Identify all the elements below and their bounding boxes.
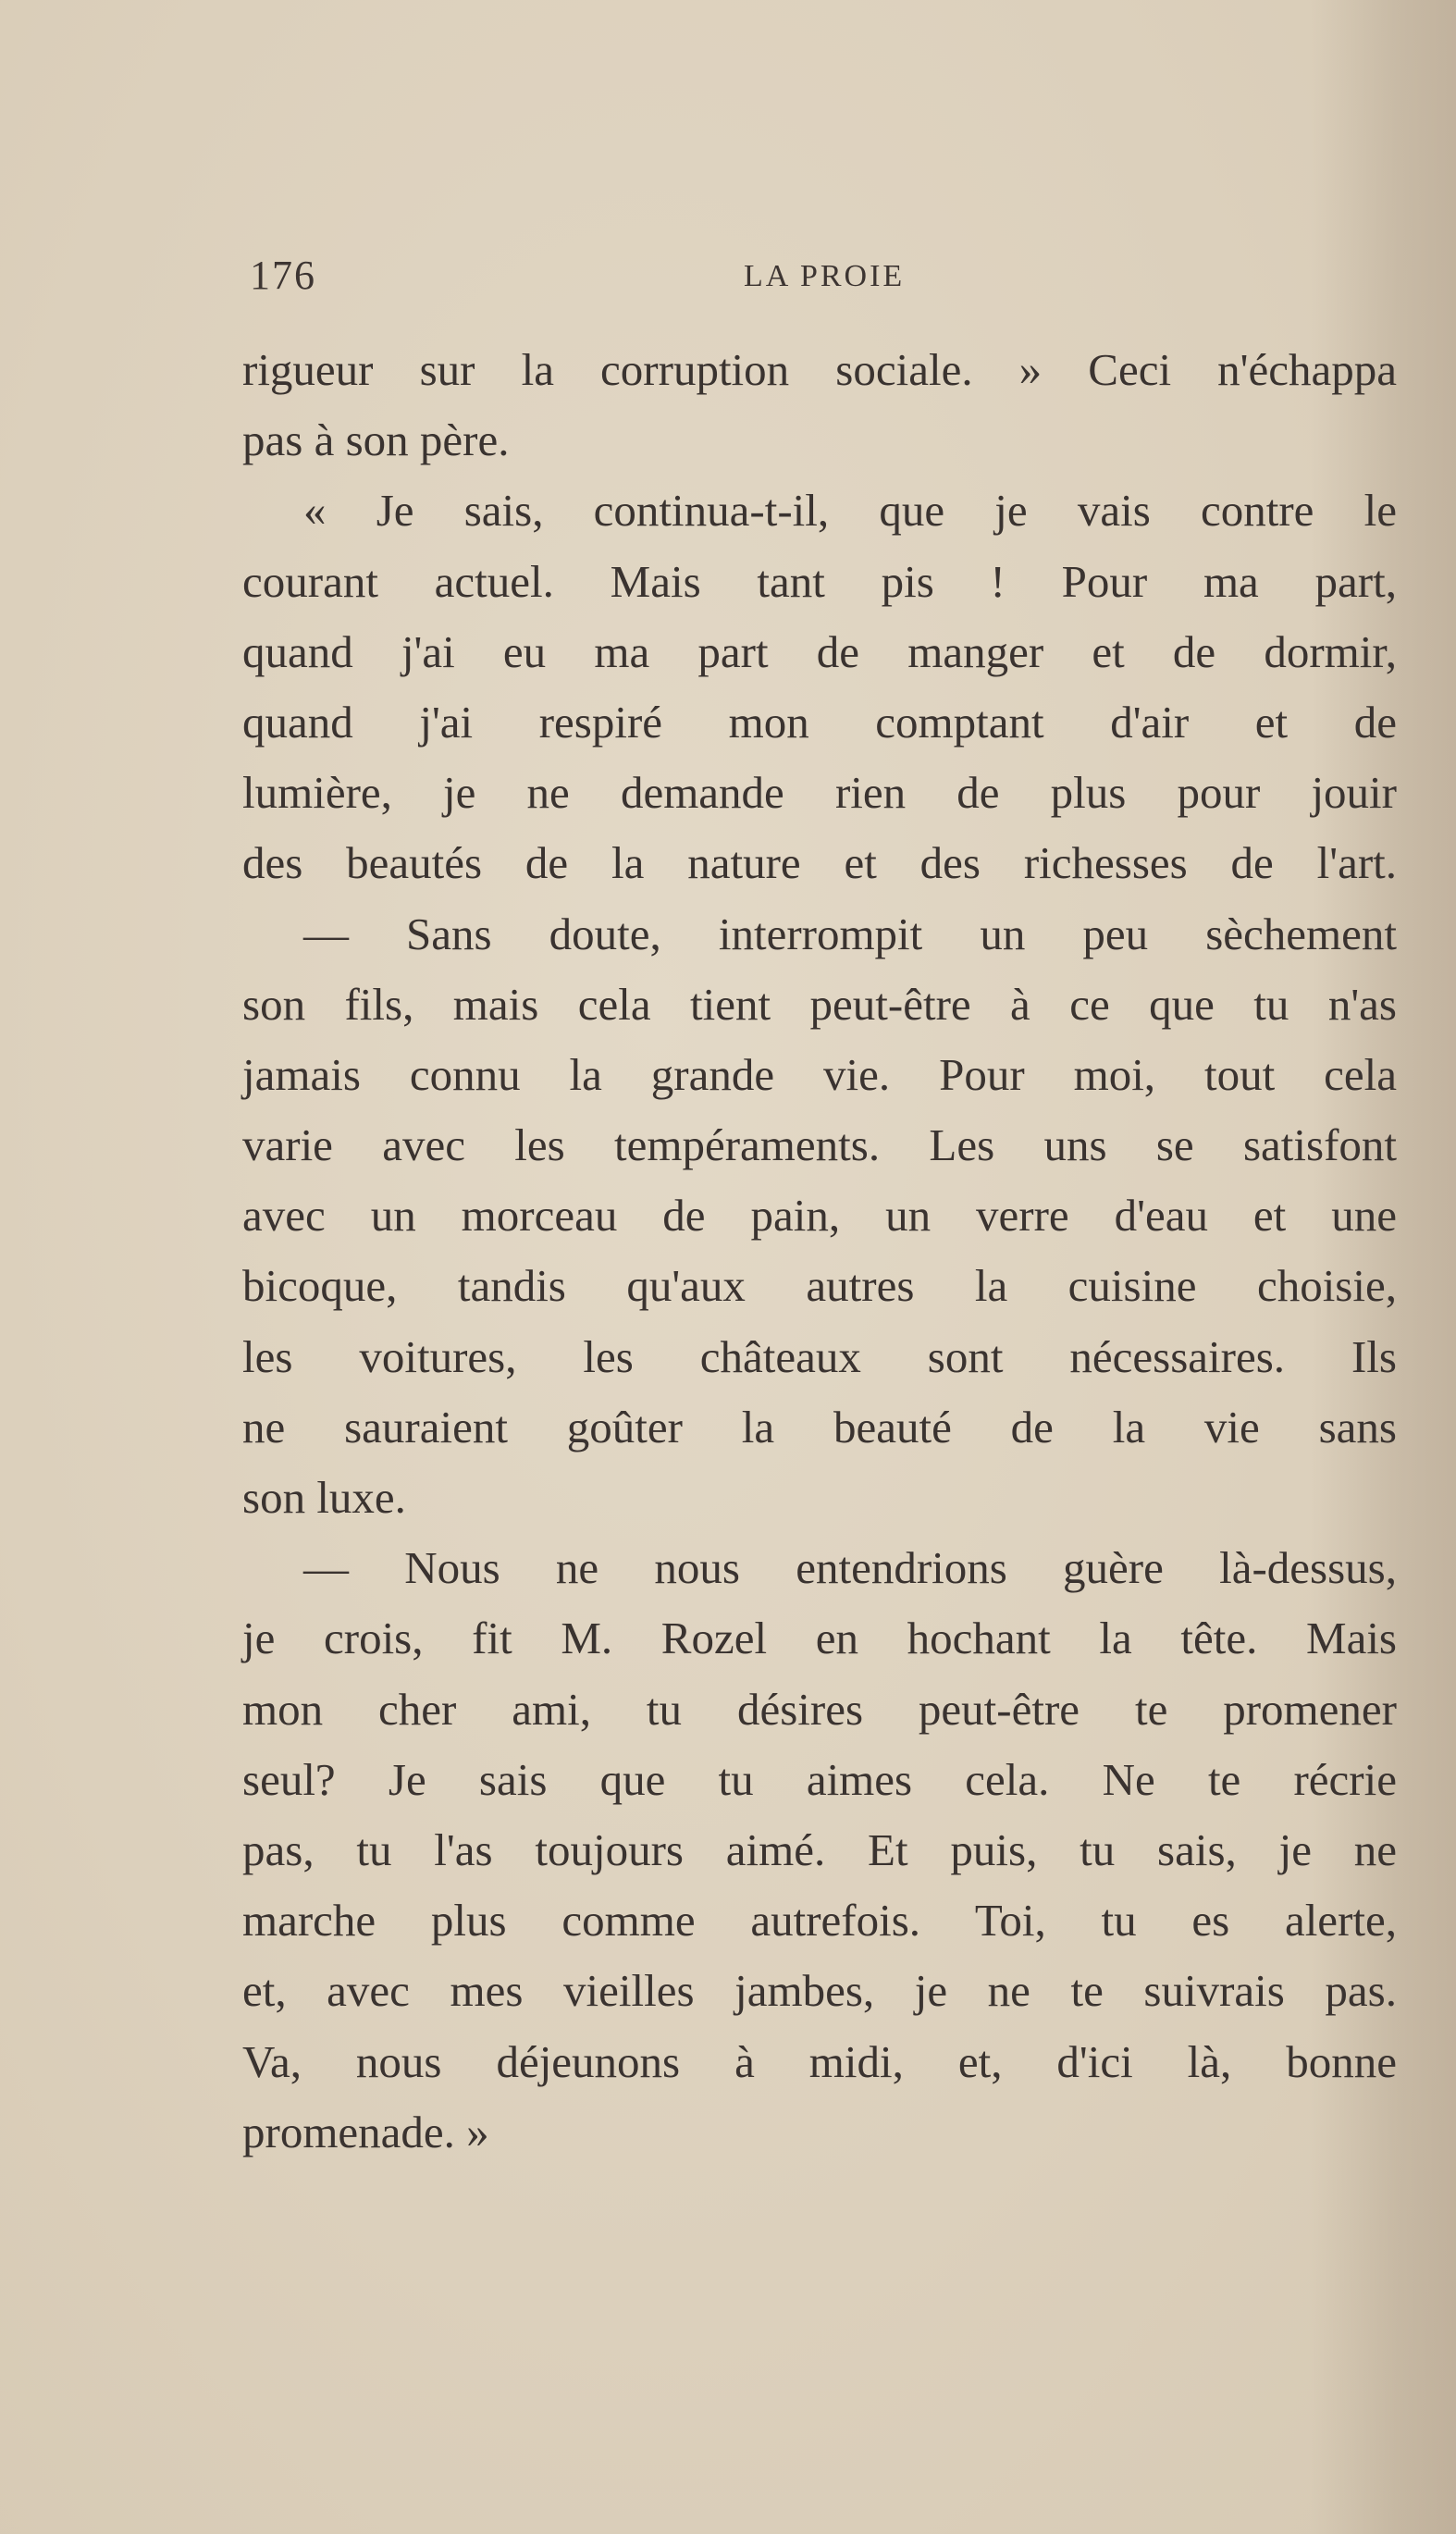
text-line: lumière, je ne demande rien de plus pour jouir: [242, 767, 1397, 819]
text-line: des beautés de la nature et des richesses de l'art.: [242, 837, 1397, 889]
text-line: rigueur sur la corruption sociale. » Ceci n'échappa: [242, 344, 1397, 395]
text-line: son fils, mais cela tient peut-être à ce que tu n'as: [242, 978, 1397, 1030]
text-line: ne sauraient goûter la beauté de la vie sans: [242, 1401, 1397, 1452]
text-line: mon cher ami, tu désires peut-être te promener: [242, 1683, 1397, 1735]
text-line: avec un morceau de pain, un verre d'eau et une: [242, 1190, 1397, 1242]
text-line: les voitures, les châteaux sont nécessaires. Ils: [242, 1330, 1397, 1382]
text-line: courant actuel. Mais tant pis ! Pour ma part,: [242, 555, 1397, 607]
body-text: [242, 335, 1397, 2168]
text-line: « Je sais, continua-t-il, que je vais contre le: [303, 485, 1397, 537]
text-line: promenade. »: [242, 2106, 489, 2157]
text-line: je crois, fit M. Rozel en hochant la tête. Mais: [242, 1613, 1397, 1664]
text-line: jamais connu la grande vie. Pour moi, tout cela: [242, 1048, 1397, 1100]
page-number: 176: [250, 253, 316, 298]
running-title: LA PROIE: [744, 259, 906, 293]
text-line: bicoque, tandis qu'aux autres la cuisine choisie,: [242, 1260, 1397, 1312]
text-line: marche plus comme autrefois. Toi, tu es alerte,: [242, 1895, 1397, 1947]
text-line: pas, tu l'as toujours aimé. Et puis, tu sais, je ne: [242, 1823, 1397, 1875]
text-line: pas à son père.: [242, 414, 510, 466]
text-line: — Nous ne nous entendrions guère là-dessus,: [303, 1542, 1397, 1594]
text-line: son luxe.: [242, 1472, 406, 1523]
text-line: seul? Je sais que tu aimes cela. Ne te récrie: [242, 1753, 1397, 1805]
text-line: Va, nous déjeunons à midi, et, d'ici là, bonne: [242, 2035, 1397, 2087]
text-line: quand j'ai respiré mon comptant d'air et de: [242, 696, 1397, 748]
text-line: quand j'ai eu ma part de manger et de dormir,: [242, 625, 1397, 677]
running-head: [239, 252, 1404, 307]
text-line: — Sans doute, interrompit un peu sèchement: [303, 908, 1397, 959]
text-line: varie avec les tempéraments. Les uns se satisfont: [242, 1119, 1397, 1171]
text-line: et, avec mes vieilles jambes, je ne te suivrais pas.: [242, 1965, 1397, 2017]
